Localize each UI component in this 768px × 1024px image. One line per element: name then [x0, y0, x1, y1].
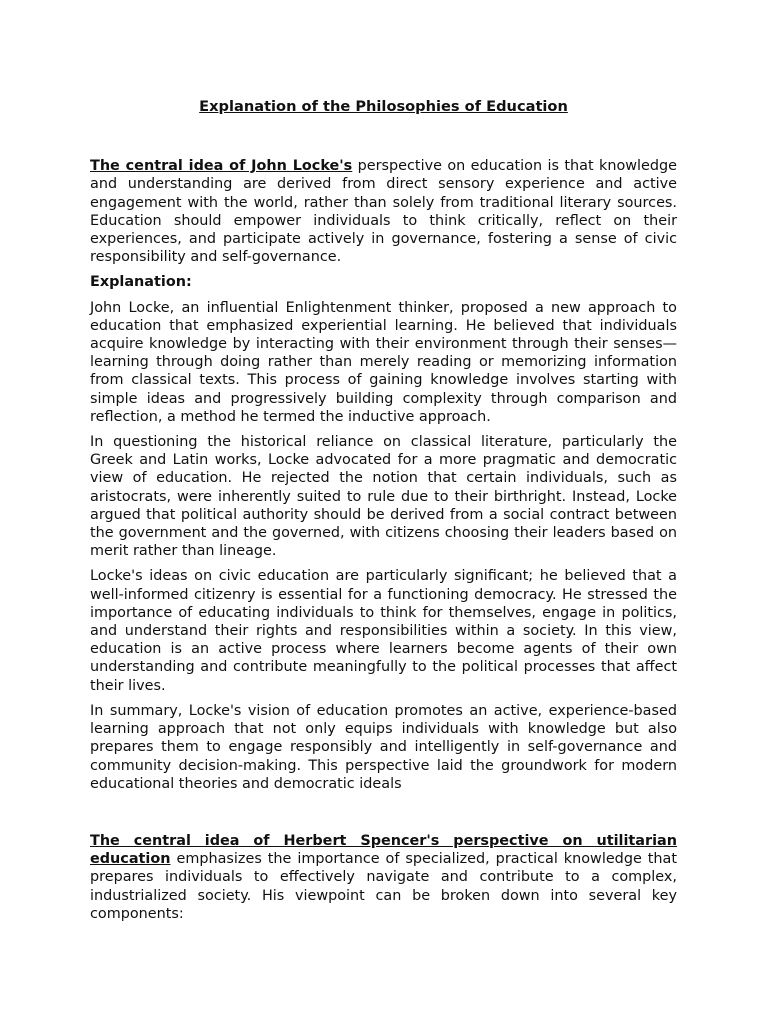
locke-paragraph-2: In questioning the historical reliance on classical literature, particularly the Greek and Latin works, Locke advocated for a more pragmatic and democratic view of education. He rejected the notion that certain individuals, such as aristocrats, were inherently suited to rule due to their birthright. Instead, Locke argued that political authority should be derived from a social contract between the government and the governed, with citizens choosing their leaders based on merit rather than lineage.	[90, 434, 677, 560]
locke-intro-paragraph	[90, 157, 677, 266]
spencer-lead: The central idea of Herbert Spencer's perspective on utilitarian education	[90, 832, 677, 868]
locke-lead: The central idea of John Locke's	[90, 158, 353, 175]
explanation-heading: Explanation:	[90, 274, 192, 291]
document-title: Explanation of the Philosophies of Education	[199, 98, 568, 115]
locke-paragraph-4: In summary, Locke's vision of education promotes an active, experience-based learning approach that not only equips individuals with knowledge but also prepares them to engage responsibly and intelligently in self-governance and community decision-making. This perspective laid the groundwork for modern educational theories and democratic ideals	[90, 702, 677, 792]
section-spacer	[90, 800, 677, 832]
spencer-intro-paragraph	[90, 832, 677, 923]
spencer-intro-text: emphasizes the importance of specialized, practical knowledge that prepares individuals to effectively navigate and contribute to a complex, industrialized society. His viewpoint can be broken down into several key components:	[90, 851, 677, 922]
document-page	[90, 98, 677, 930]
locke-paragraph-3: Locke's ideas on civic education are particularly significant; he believed that a well-informed citizenry is essential for a functioning democracy. He stressed the importance of educating individuals to think for themselves, engage in politics, and understand their rights and responsibilities within a society. In this view, education is an active process where learners become agents of their own understanding and contribute meaningfully to the political processes that affect their lives.	[90, 568, 677, 694]
locke-paragraph-1: John Locke, an influential Enlightenment thinker, proposed a new approach to education that emphasized experiential learning. He believed that individuals acquire knowledge by interacting with their environment through their senses—learning through doing rather than merely reading or memorizing information from classical texts. This process of gaining knowledge involves starting with simple ideas and progressively building complexity through comparison and reflection, a method he termed the inductive approach.	[90, 299, 677, 425]
locke-intro-text: perspective on education is that knowledge and understanding are derived from direct sensory experience and active engagement with the world, rather than solely from traditional literary sources. Education should empower individuals to think critically, reflect on their experiences, and participate actively in governance, fostering a sense of civic responsibility and self-governance.	[90, 158, 677, 266]
